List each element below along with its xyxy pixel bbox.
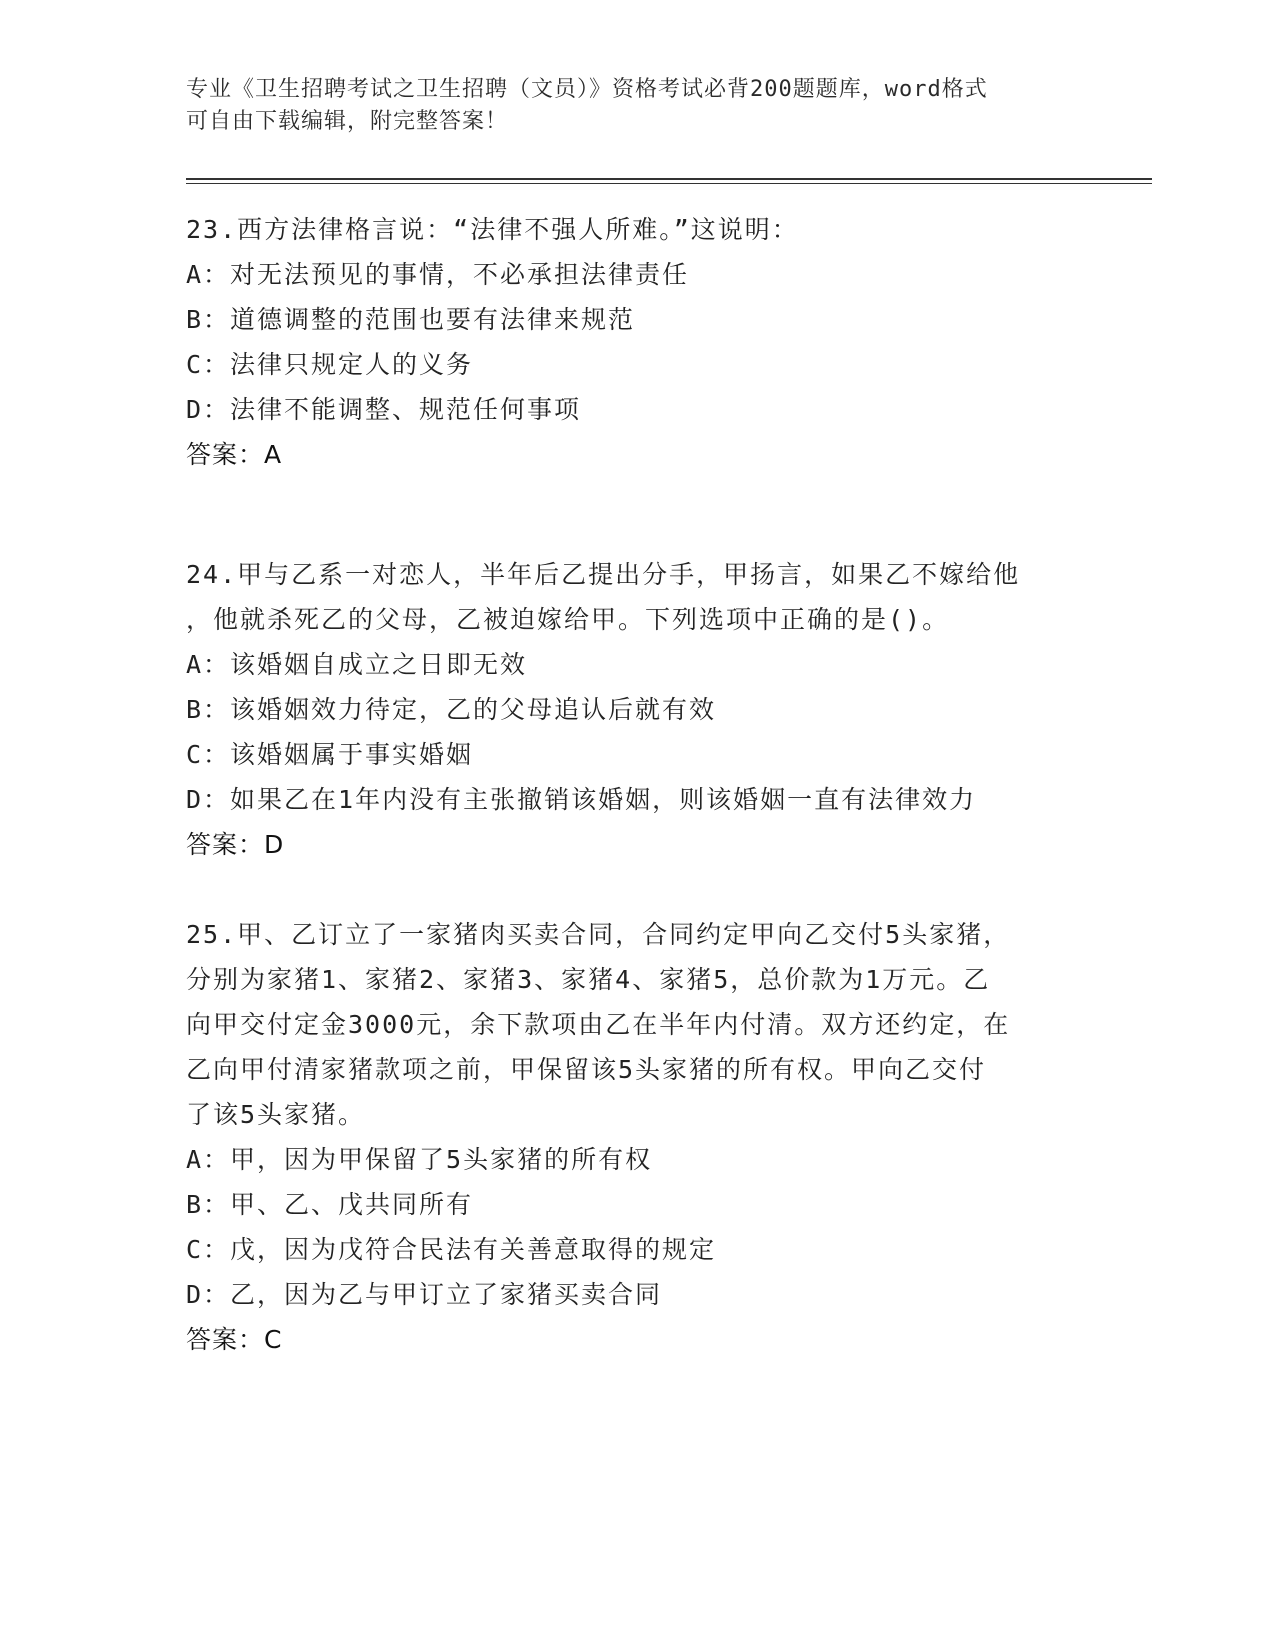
question-stem-line: 乙向甲付清家猪款项之前，甲保留该5头家猪的所有权。甲向乙交付 bbox=[186, 1055, 987, 1084]
question-stem-line: 24.甲与乙系一对恋人，半年后乙提出分手，甲扬言，如果乙不嫁给他 bbox=[186, 560, 1021, 589]
question-24 bbox=[186, 552, 1086, 867]
option-c: C：该婚姻属于事实婚姻 bbox=[186, 740, 474, 769]
option-d: D：乙，因为乙与甲订立了家猪买卖合同 bbox=[186, 1280, 663, 1309]
question-stem-line: 25.甲、乙订立了一家猪肉买卖合同，合同约定甲向乙交付5头家猪， bbox=[186, 920, 1011, 949]
option-a: A：对无法预见的事情，不必承担法律责任 bbox=[186, 260, 690, 289]
option-b: B：该婚姻效力待定，乙的父母追认后就有效 bbox=[186, 695, 717, 724]
option-d: D：如果乙在1年内没有主张撤销该婚姻，则该婚姻一直有法律效力 bbox=[186, 785, 977, 814]
option-b: B：道德调整的范围也要有法律来规范 bbox=[186, 305, 636, 334]
header-divider-thick bbox=[186, 178, 1152, 180]
answer-label: 答案：C bbox=[186, 1325, 283, 1354]
question-stem-line: ，他就杀死乙的父母，乙被迫嫁给甲。下列选项中正确的是()。 bbox=[186, 605, 950, 634]
question-stem-line: 向甲交付定金3000元，余下款项由乙在半年内付清。双方还约定，在 bbox=[186, 1010, 1011, 1039]
answer-label: 答案：D bbox=[186, 830, 285, 859]
question-stem-line: 了该5头家猪。 bbox=[186, 1100, 366, 1129]
header-line-1: 专业《卫生招聘考试之卫生招聘（文员）》资格考试必背200题题库，word格式 bbox=[186, 77, 988, 102]
option-b: B：甲、乙、戊共同所有 bbox=[186, 1190, 474, 1219]
question-23 bbox=[186, 207, 1086, 477]
document-header bbox=[186, 74, 1066, 138]
question-25 bbox=[186, 912, 1086, 1362]
header-divider-thin bbox=[186, 183, 1152, 184]
option-d: D：法律不能调整、规范任何事项 bbox=[186, 395, 582, 424]
option-a: A：甲，因为甲保留了5头家猪的所有权 bbox=[186, 1145, 653, 1174]
option-c: C：法律只规定人的义务 bbox=[186, 350, 474, 379]
option-a: A：该婚姻自成立之日即无效 bbox=[186, 650, 528, 679]
header-line-2: 可自由下载编辑，附完整答案！ bbox=[186, 109, 509, 134]
answer-label: 答案：A bbox=[186, 440, 283, 469]
question-stem-line: 分别为家猪1、家猪2、家猪3、家猪4、家猪5，总价款为1万元。乙 bbox=[186, 965, 991, 994]
question-stem-line: 23.西方法律格言说：“法律不强人所难。”这说明： bbox=[186, 215, 799, 244]
option-c: C：戊，因为戊符合民法有关善意取得的规定 bbox=[186, 1235, 717, 1264]
